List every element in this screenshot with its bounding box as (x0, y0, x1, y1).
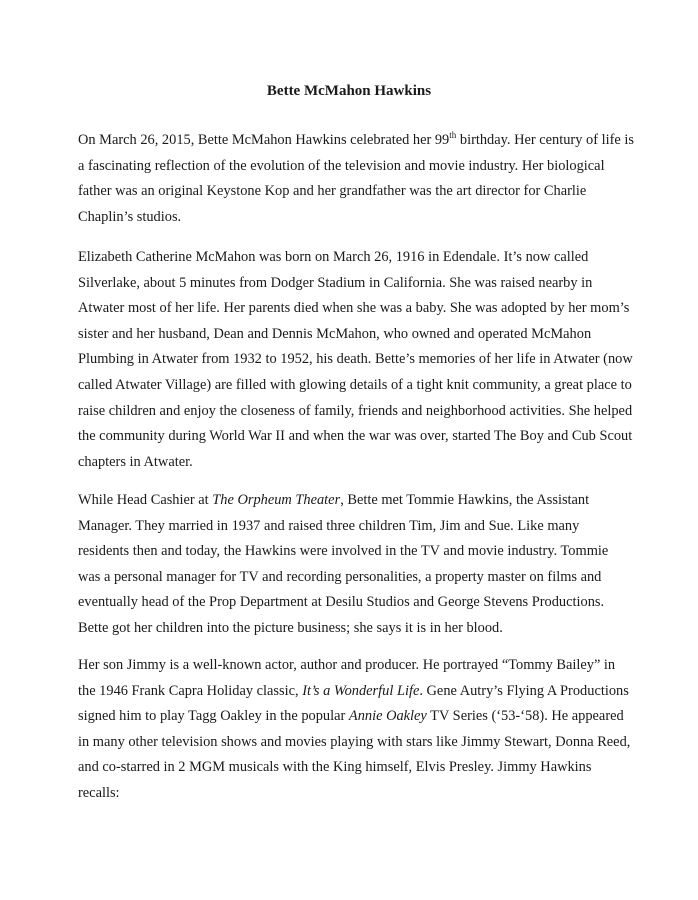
text-run: Elizabeth Catherine McMahon was born on March 26, 1916 in Edendale. It’s now called (78, 249, 589, 265)
text-run: chapters in Atwater. (78, 453, 193, 470)
paragraph-4 (78, 653, 638, 807)
text-run: signed him to play Tagg Oakley in the popular (78, 708, 349, 725)
text-run: recalls: (78, 784, 120, 801)
text-run: the 1946 Frank Capra Holiday classic, (78, 682, 303, 699)
text-run: TV Series (‘53-‘58). He appeared (426, 708, 624, 725)
text-run: eventually head of the Prop Department at Desilu Studios and George Stevens Productions. (78, 594, 605, 611)
paragraph-line (78, 347, 638, 373)
paragraph-line (78, 450, 638, 476)
text-run: Manager. They married in 1937 and raised three children Tim, Jim and Sue. Like many (78, 517, 580, 534)
paragraph-line (78, 653, 638, 679)
text-run: called Atwater Village) are filled with glowing details of a tight knit community, a great place to (78, 376, 632, 393)
paragraph-line (78, 399, 638, 425)
paragraph-line (78, 565, 638, 591)
paragraph-line (78, 296, 638, 322)
paragraph-3 (78, 488, 638, 642)
paragraph-line (78, 488, 638, 514)
text-run: . Gene Autry’s Flying A Productions (419, 682, 629, 699)
text-run: sister and her husband, Dean and Dennis McMahon, who owned and operated McMahon (78, 325, 592, 342)
text-run: birthday. Her century of life is (456, 132, 634, 148)
text-run: , Bette met Tommie Hawkins, the Assistant (340, 492, 590, 508)
paragraph-line (78, 755, 638, 781)
text-run: Silverlake, about 5 minutes from Dodger Stadium in California. She was raised nearby in (78, 274, 593, 291)
text-run: On March 26, 2015, Bette McMahon Hawkins celebrated her 99 (78, 132, 450, 148)
text-run: Atwater most of her life. Her parents died when she was a baby. She was adopted by her mom’s (78, 300, 630, 317)
paragraph-line (78, 245, 638, 271)
text-run: a fascinating reflection of the evolution of the television and movie industry. Her biological (78, 157, 605, 174)
paragraph-line (78, 271, 638, 297)
paragraph-line (78, 514, 638, 540)
text-run: While Head Cashier at (78, 492, 213, 508)
text-run: Chaplin’s studios. (78, 208, 182, 225)
paragraph-line (78, 128, 638, 154)
text-run: and co-starred in 2 MGM musicals with the King himself, Elvis Presley. Jimmy Hawkins (78, 759, 592, 776)
paragraph-line (78, 205, 638, 231)
italic-title-text: It’s a Wonderful Life (302, 682, 420, 699)
italic-title-text: The Orpheum Theater (212, 492, 341, 508)
paragraph-line (78, 616, 638, 642)
text-run: in many other television shows and movies playing with stars like Jimmy Stewart, Donna Reed, (78, 733, 631, 750)
text-run: Bette got her children into the picture business; she says it is in her blood. (78, 619, 503, 636)
document-title: Bette McMahon Hawkins (266, 83, 432, 99)
paragraph-line (78, 730, 638, 756)
paragraph-line (78, 424, 638, 450)
paragraph-line (78, 154, 638, 180)
paragraph-line (78, 539, 638, 565)
paragraph-line (78, 179, 638, 205)
text-run: Her son Jimmy is a well-known actor, author and producer. He portrayed “Tommy Bailey” in (78, 657, 616, 673)
text-run: Plumbing in Atwater from 1932 to 1952, his death. Bette’s memories of her life in Atwater (now (78, 351, 633, 368)
superscript-text: th (449, 130, 457, 140)
paragraph-line (78, 704, 638, 730)
paragraph-line (78, 781, 638, 807)
paragraph-line (78, 322, 638, 348)
italic-title-text: Annie Oakley (348, 708, 427, 725)
paragraph-1 (78, 128, 638, 230)
paragraph-line (78, 373, 638, 399)
text-run: raise children and enjoy the closeness of family, friends and neighborhood activities. She helped (78, 402, 633, 419)
text-run: residents then and today, the Hawkins were involved in the TV and movie industry. Tommie (78, 543, 609, 560)
text-run: was a personal manager for TV and recording personalities, a property master on films and (78, 568, 602, 585)
text-run: the community during World War II and when the war was over, started The Boy and Cub Scout (78, 428, 633, 445)
paragraph-2 (78, 245, 638, 475)
paragraph-line (78, 679, 638, 705)
text-run: father was an original Keystone Kop and her grandfather was the art director for Charlie (78, 183, 587, 200)
paragraph-line (78, 590, 638, 616)
